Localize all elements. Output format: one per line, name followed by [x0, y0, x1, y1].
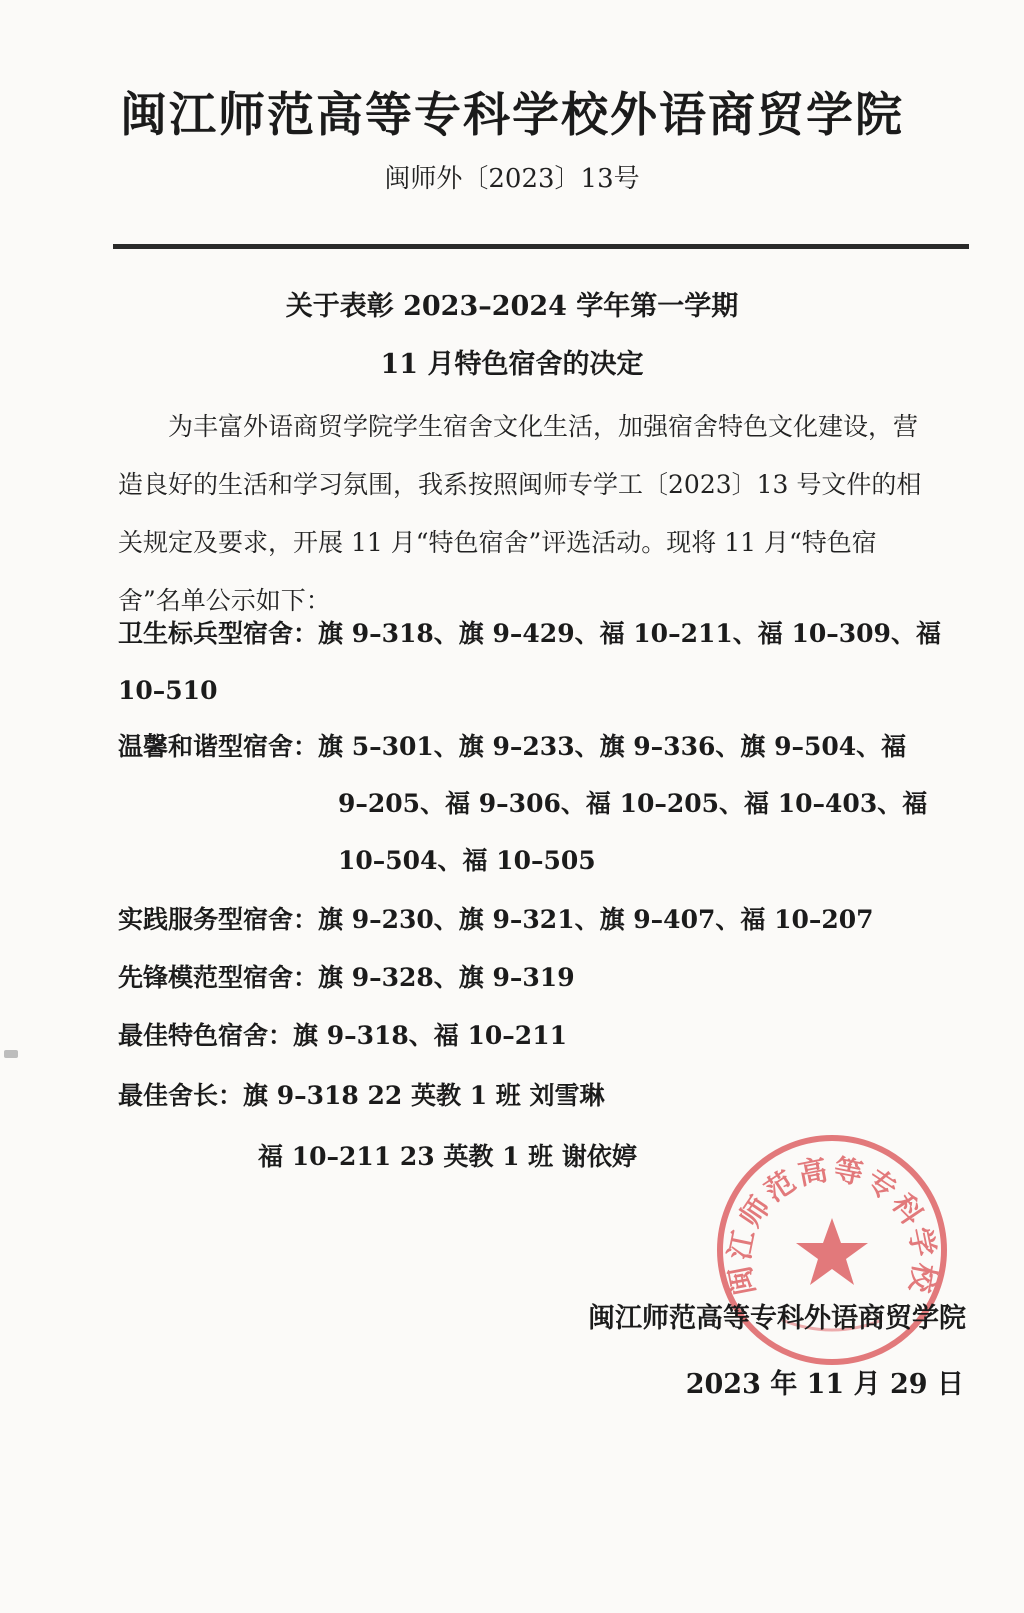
award-row-pioneer — [118, 963, 575, 993]
header-rule — [113, 244, 969, 249]
award-label: 先锋模范型宿舍： — [118, 963, 319, 992]
org-title: 闽江师范高等专科学校外语商贸学院 — [120, 88, 904, 143]
subject-line-1: 关于表彰 2023–2024 学年第一学期 — [285, 291, 739, 322]
svg-text:闽江师范高等专科学校 — [722, 1152, 942, 1298]
document-number: 闽师外〔2023〕13号 — [384, 164, 640, 194]
award-value: 旗 5–301、旗 9–233、旗 9–336、旗 9–504、福 — [318, 732, 907, 761]
award-row-best-leader — [118, 1081, 605, 1111]
award-value: 旗 9–318、福 10–211 — [293, 1021, 567, 1050]
subject-line-2: 11 月特色宿舍的决定 — [380, 349, 644, 380]
award-label: 温馨和谐型宿舍： — [118, 732, 319, 761]
signature-date: 2023 年 11 月 29 日 — [685, 1369, 964, 1400]
award-row-harmony-cont-2 — [338, 846, 596, 876]
award-value: 9–205、福 9–306、福 10–205、福 10–403、福 — [338, 789, 928, 818]
award-row-service — [118, 905, 874, 935]
award-label: 实践服务型宿舍： — [118, 905, 319, 934]
scan-margin-mark — [4, 1050, 18, 1058]
award-value: 旗 9–230、旗 9–321、旗 9–407、福 10–207 — [318, 905, 874, 934]
signature-org: 闽江师范高等专科外语商贸学院 — [588, 1303, 966, 1334]
award-value: 旗 9–318、旗 9–429、福 10–211、福 10–309、福 — [318, 619, 941, 648]
seal-text: 闽江师范高等专科学校 — [721, 1151, 943, 1299]
award-row-harmony-cont-1 — [338, 789, 927, 819]
award-value: 旗 9–318 22 英教 1 班 刘雪琳 — [243, 1081, 605, 1110]
award-row-hygiene-cont — [118, 676, 217, 706]
award-value: 旗 9–328、旗 9–319 — [318, 963, 575, 992]
award-label: 最佳舍长： — [118, 1081, 244, 1110]
award-label: 卫生标兵型宿舍： — [118, 619, 319, 648]
award-label: 最佳特色宿舍： — [118, 1021, 294, 1050]
award-value: 福 10–211 23 英教 1 班 谢依婷 — [258, 1142, 637, 1171]
award-row-harmony — [118, 732, 906, 762]
award-value: 10–504、福 10–505 — [338, 846, 596, 875]
intro-text: 为丰富外语商贸学院学生宿舍文化生活，加强宿舍特色文化建设，营造良好的生活和学习氛围，我系按照闽师专学工〔2023〕13 号文件的相关规定及要求，开展 11 月“特色宿舍”评选活动。现将 11 月“特色宿舍”名单公示如下： — [118, 412, 922, 615]
award-value: 10–510 — [118, 676, 218, 705]
intro-paragraph — [118, 398, 930, 630]
award-row-hygiene — [118, 619, 941, 649]
award-row-best-leader-cont — [258, 1142, 637, 1172]
award-row-best-dorm — [118, 1021, 567, 1051]
